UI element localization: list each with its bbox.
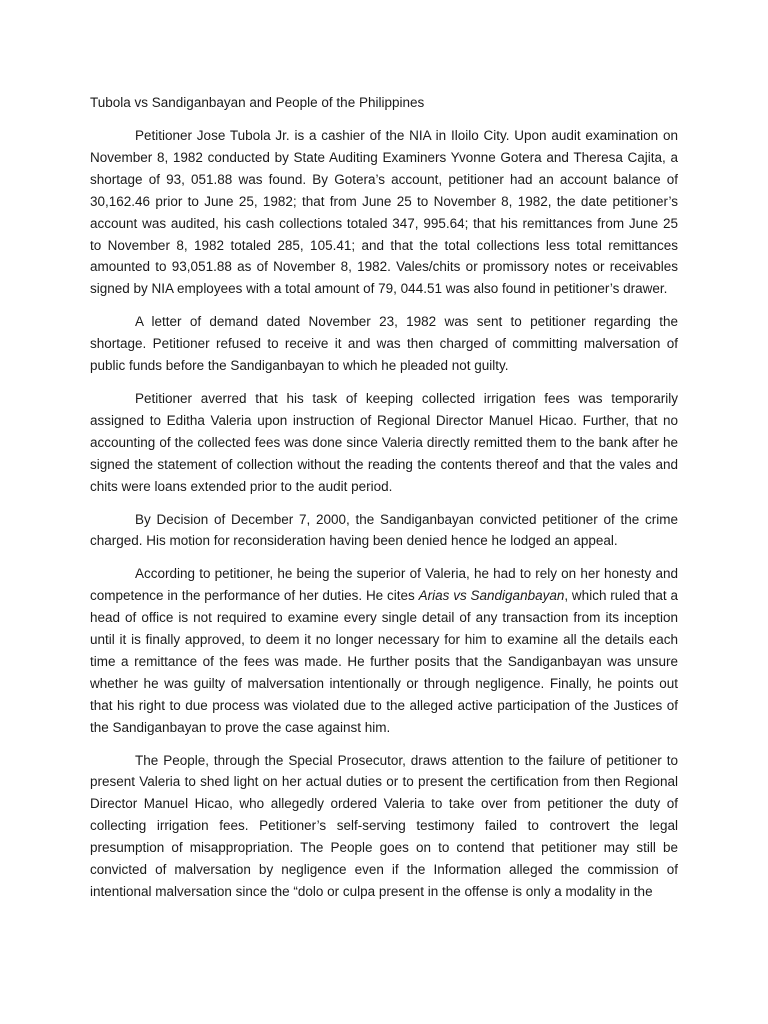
paragraph-demand-letter: A letter of demand dated November 23, 1982 was sent to petitioner regarding the shortage. Petitioner refused to receive it and was then charged of committing malversation of public funds before the Sandiganbayan to which he pleaded not guilty. (90, 314, 678, 374)
paragraph-text-segment: According to petitioner, he being the superior of Valeria, he had to rely on her honesty and competence in the performance of her duties. He cites (90, 566, 678, 604)
paragraph-petitioner-arguments (90, 563, 678, 738)
paragraph-text-segment: , which ruled that a head of office is not required to examine every single detail of any transaction from its inception until it is finally approved, to deem it no longer necessary for him to examine all the details each time a remittance of the fees was made. He further posits that the Sandiganbayan was unsure whether he was guilty of malversation intentionally or through negligence. Finally, he points out that his right to due process was violated due to the alleged active participation of the Justices of the Sandiganbayan to prove the case against him. (90, 588, 678, 735)
document-body (90, 92, 678, 914)
paragraph-petitioner-defense: Petitioner averred that his task of keeping collected irrigation fees was temporarily assigned to Editha Valeria upon instruction of Regional Director Manuel Hicao. Further, that no accounting of the collected fees was done since Valeria directly remitted them to the bank after he signed the statement of collection without the reading the contents thereof and that the vales and chits were loans extended prior to the audit period. (90, 390, 678, 494)
document-title: Tubola vs Sandiganbayan and People of the Philippines (90, 95, 425, 110)
paragraph-decision: By Decision of December 7, 2000, the Sandiganbayan convicted petitioner of the crime charged. His motion for reconsideration having been denied hence he lodged an appeal. (90, 511, 678, 549)
case-citation: Arias vs Sandiganbayan (418, 588, 565, 604)
paragraph-people-argument: The People, through the Special Prosecutor, draws attention to the failure of petitioner to present Valeria to shed light on her actual duties or to present the certification from then Regional Director Manuel Hicao, who allegedly ordered Valeria to take over from petitioner the duty of collecting irrigation fees. Petitioner’s self-serving testimony failed to controvert the legal presumption of misappropriation. The People goes on to contend that petitioner may still be convicted of malversation by negligence even if the Information alleged the commission of intentional malversation since the “dolo or culpa present in the offense is only a modality in the (90, 752, 678, 899)
paragraph-audit-findings: Petitioner Jose Tubola Jr. is a cashier of the NIA in Iloilo City. Upon audit examination on November 8, 1982 conducted by State Auditing Examiners Yvonne Gotera and Theresa Cajita, a shortage of 93, 051.88 was found. By Gotera’s account, petitioner had an account balance of 30,162.46 prior to June 25, 1982; that from June 25 to November 8, 1982, the date petitioner’s account was audited, his cash collections totaled 347, 995.64; that his remittances from June 25 to November 8, 1982 totaled 285, 105.41; and that the total collections less total remittances amounted to 93,051.88 as of November 8, 1982. Vales/chits or promissory notes or receivables signed by NIA employees with a total amount of 79, 044.51 was also found in petitioner’s drawer. (90, 128, 678, 297)
